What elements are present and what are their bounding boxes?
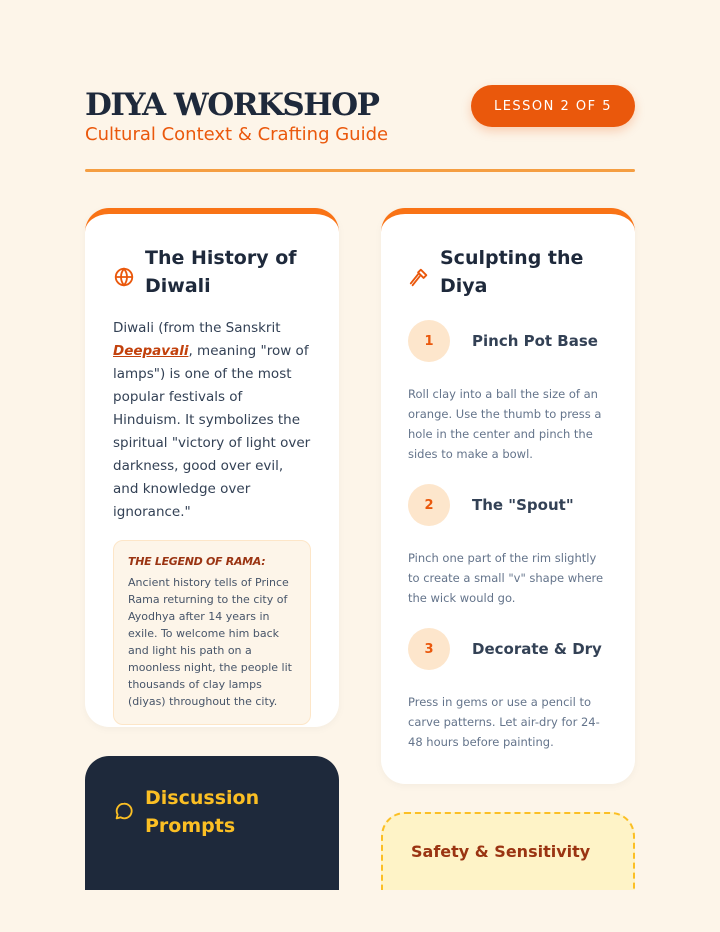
step-item: [408, 628, 611, 752]
header-divider: [85, 169, 635, 172]
step-title: The "Spout": [472, 496, 574, 514]
sculpting-title: Sculpting the Diya: [440, 247, 584, 297]
globe-icon: [113, 266, 135, 288]
chat-bubble-icon: [113, 800, 135, 822]
step-number: 1: [408, 320, 450, 362]
legend-box: [113, 540, 311, 725]
step-title: Pinch Pot Base: [472, 332, 598, 350]
history-card: [85, 208, 339, 727]
step-text: Roll clay into a ball the size of an orange. Use the thumb to press a hole in the center and pinch the sides to make a bowl.: [408, 387, 602, 461]
step-item: [408, 320, 611, 464]
deepavali-term: Deepavali: [113, 343, 189, 359]
page-subtitle: Cultural Context & Crafting Guide: [85, 124, 389, 145]
step-text: Pinch one part of the rim slightly to create a small "v" shape where the wick would go.: [408, 551, 604, 605]
discussion-title: Discussion Prompts: [145, 787, 260, 837]
legend-title: THE LEGEND OF RAMA:: [128, 555, 266, 568]
page-header: [85, 86, 635, 146]
page-title: DIYA WORKSHOP: [85, 87, 379, 123]
legend-text: Ancient history tells of Prince Rama returning to the city of Ayodhya after 14 years in exile. To welcome him back and light his path on a moonless night, the people lit thousands of clay lamps (diyas) throughout the city.: [128, 576, 292, 708]
safety-title: Safety & Sensitivity: [411, 842, 591, 861]
step-text: Press in gems or use a pencil to carve patterns. Let air-dry for 24-48 hours before painting.: [408, 695, 600, 749]
step-item: [408, 484, 611, 608]
step-number: 2: [408, 484, 450, 526]
sculpting-card: [381, 208, 635, 784]
lesson-badge: LESSON 2 OF 5: [471, 85, 635, 127]
step-title: Decorate & Dry: [472, 640, 602, 658]
step-number: 3: [408, 628, 450, 670]
hammer-icon: [408, 266, 430, 288]
safety-card: [381, 812, 635, 890]
history-title: The History of Diwali: [145, 247, 297, 297]
discussion-card: [85, 756, 339, 890]
history-body: Diwali (from the Sanskrit Deepavali, meaning "row of lamps") is one of the most popular festivals of Hinduism. It symbolizes the spiritual "victory of light over darkness, good over evil, and knowledge over ignorance.": [113, 320, 311, 520]
